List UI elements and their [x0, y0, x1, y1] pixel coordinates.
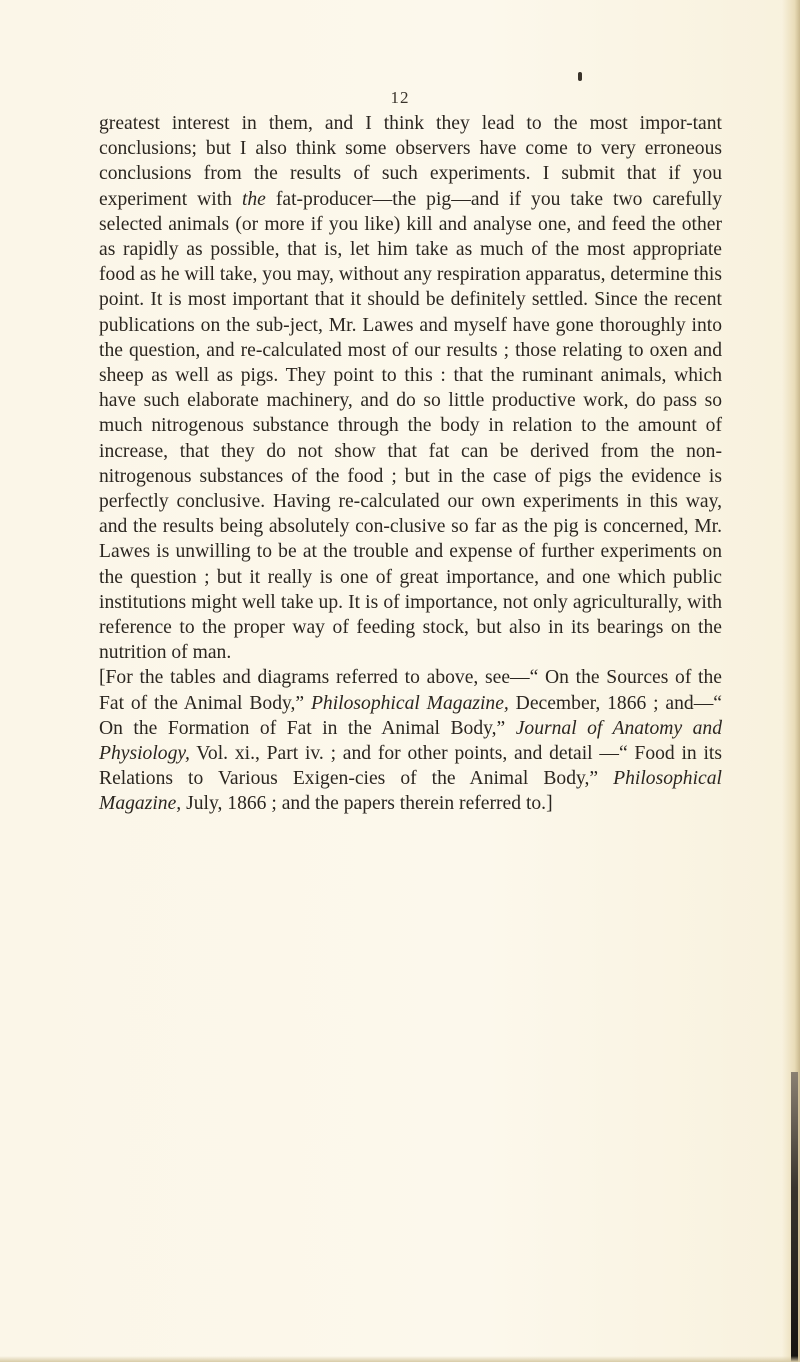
paragraph-main-part-2: fat-producer—the pig—and if you take two carefully selected animals (or more if you like) kill and analyse one, and feed the other as rapidly as possible, that is, let him take as much of the most appropriate food as he will take, you may, without any respiration apparatus, determine this point. It is most important that it should be definitely settled. Since the recent publications on the sub-ject, Mr. Lawes and myself have gone thoroughly into the question, and re-calculated most of our results ; those relating to oxen and sheep as well as pigs. They point to this : that the ruminant animals, which have such elaborate machinery, and do so little productive work, do pass so much nitrogenous substance through the body in relation to the amount of increase, that they do not show that fat can be derived from the non-nitrogenous substances of the food ; but in the case of pigs the evidence is perfectly conclusive. Having re-calculated our own experiments in this way, and the results being absolutely con-clusive so far as the pig is concerned, Mr. Lawes is unwilling to be at the trouble and expense of further experiments on the question ; but it really is one of great importance, and one which public institutions might well take up. It is of importance, not only agriculturally, with reference to the proper way of feeding stock, but also in its bearings on the nutrition of man.	[99, 188, 723, 664]
binding-edge	[791, 1072, 798, 1362]
page-bottom-edge	[0, 1356, 800, 1362]
ink-speck	[578, 72, 582, 81]
references-part-2: December, 1866 ; and—“ On the Formation of Fat in the Animal Body,”	[99, 692, 723, 739]
references-part-4: July, 1866 ; and the papers therein referred to.]	[181, 793, 553, 815]
paragraph-main-part-1: greatest interest in them, and I think they lead to the most impor-tant conclusions; but I also think some observers have come to very erroneous conclusions from the results of such experiments. I submit that if you experiment with	[99, 113, 722, 210]
paragraph-main-italic: the	[241, 188, 266, 210]
references-title-1: Philosophical Magazine,	[310, 692, 509, 714]
references-title-2: Journal of Anatomy and Physiology,	[99, 717, 722, 765]
references-part-1: [For the tables and diagrams referred to above, see—“ On the Sources of the Fat of the Animal Body,”	[99, 667, 722, 714]
paragraph-main	[99, 111, 722, 665]
paragraph-references	[99, 665, 722, 816]
references-part-3: Vol. xi., Part iv. ; and for other points, and detail —“ Food in its Relations to Various Exigen-cies of the Animal Body,”	[99, 743, 722, 790]
page-number: 12	[390, 88, 410, 107]
body-text	[99, 111, 722, 817]
references-title-3: Philosophical Magazine,	[99, 768, 722, 815]
